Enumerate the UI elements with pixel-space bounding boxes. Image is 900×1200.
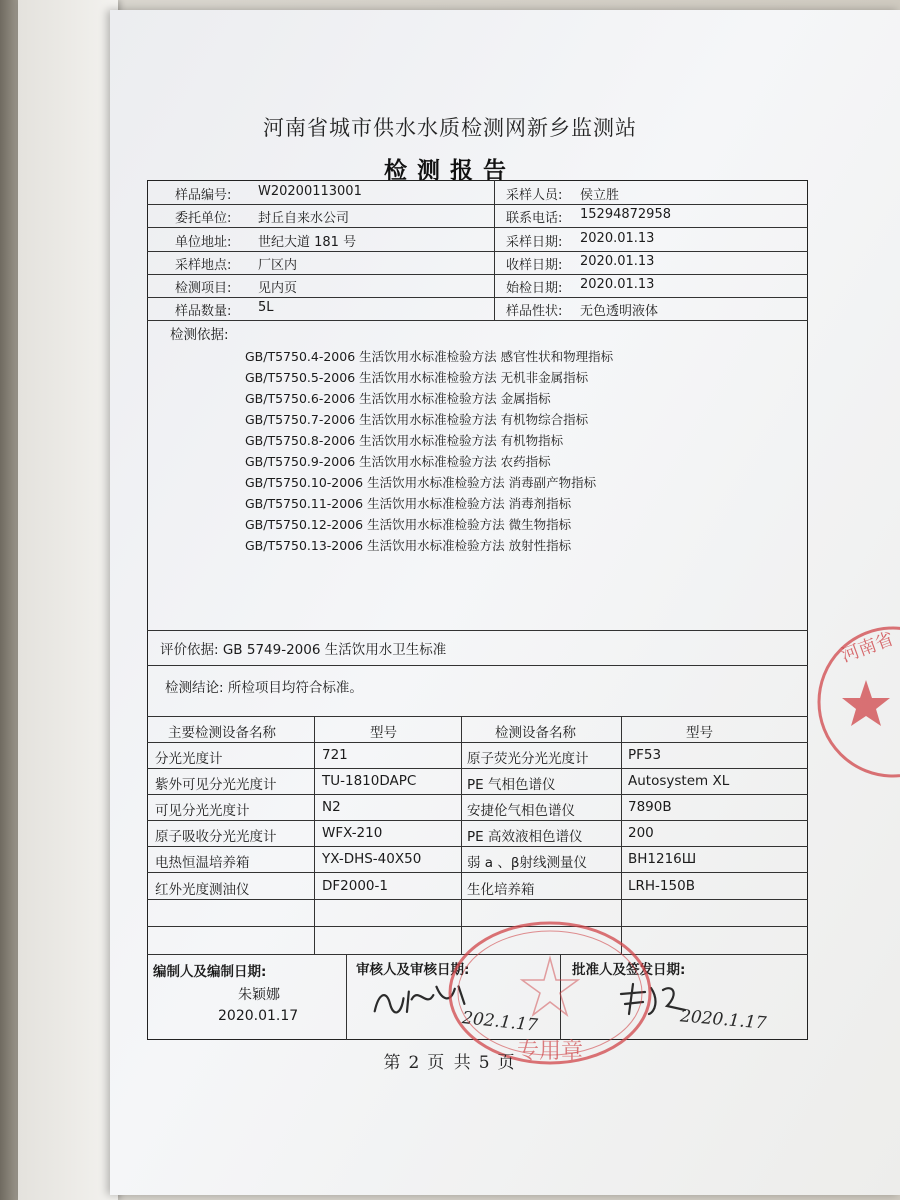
row-divider — [147, 665, 808, 666]
approver-date: 2020.1.17 — [679, 1006, 768, 1034]
row-divider — [147, 872, 808, 873]
equipment-model: TU-1810DAPC — [322, 773, 417, 789]
row-divider — [147, 794, 808, 795]
sample-quantity-value: 5L — [258, 300, 274, 315]
test-items-label: 检测项目: — [175, 281, 232, 296]
sample-appearance-label: 样品性状: — [506, 304, 563, 319]
row-divider — [147, 227, 808, 228]
equipment-model: YX-DHS-40X50 — [322, 851, 422, 867]
test-items-value: 见内页 — [258, 281, 298, 296]
equipment-model: 200 — [628, 825, 654, 841]
report-title: 检测报告 — [384, 158, 516, 184]
equipment-model: LRH-150B — [628, 878, 695, 894]
equipment-model: 7890B — [628, 799, 672, 815]
equipment-model: WFX-210 — [322, 825, 383, 841]
basis-line: GB/T5750.8-2006 生活饮用水标准检验方法 有机物指标 — [245, 433, 564, 448]
basis-line: GB/T5750.9-2006 生活饮用水标准检验方法 农药指标 — [245, 454, 551, 469]
client-value: 封丘自来水公司 — [258, 211, 350, 226]
basis-line: GB/T5750.13-2006 生活饮用水标准检验方法 放射性指标 — [245, 538, 572, 553]
model-header: 型号 — [686, 725, 713, 741]
page-suffix: 页 — [497, 1053, 517, 1073]
row-divider — [147, 899, 808, 900]
basis-line: GB/T5750.7-2006 生活饮用水标准检验方法 有机物综合指标 — [245, 412, 589, 427]
equipment-name: 电热恒温培养箱 — [155, 855, 250, 871]
sampler-value: 侯立胜 — [580, 188, 620, 203]
sampling-site-value: 厂区内 — [258, 258, 298, 273]
test-basis-label: 检测依据: — [170, 327, 229, 343]
organization-title: 河南省城市供水水质检测网新乡监测站 — [263, 116, 637, 140]
sampling-date-label: 采样日期: — [506, 235, 563, 250]
row-divider — [147, 820, 808, 821]
basis-line: GB/T5750.4-2006 生活饮用水标准检验方法 感官性状和物理指标 — [245, 349, 614, 364]
equipment-name: 原子吸收分光光度计 — [155, 829, 277, 845]
row-divider — [147, 297, 808, 298]
basis-line: GB/T5750.10-2006 生活饮用水标准检验方法 消毒副产物指标 — [245, 475, 597, 490]
page-prefix: 第 — [383, 1053, 403, 1073]
basis-line: GB/T5750.12-2006 生活饮用水标准检验方法 微生物指标 — [245, 517, 572, 532]
sample-id-value: W20200113001 — [258, 184, 362, 199]
row-divider — [147, 204, 808, 205]
model-header: 型号 — [370, 725, 397, 741]
phone-label: 联系电话: — [506, 211, 563, 226]
equipment-model: DF2000-1 — [322, 878, 388, 894]
equipment-model: 721 — [322, 747, 348, 763]
test-start-date-label: 始检日期: — [506, 281, 563, 296]
equipment-name: 紫外可见分光光度计 — [155, 777, 277, 793]
row-divider — [147, 716, 808, 717]
equipment-model: BH1216Ш — [628, 851, 697, 867]
equipment-name: 原子荧光分光光度计 — [467, 751, 589, 767]
equipment-name: 弱 a 、β射线测量仪 — [467, 855, 587, 871]
basis-line: GB/T5750.11-2006 生活饮用水标准检验方法 消毒剂指标 — [245, 496, 572, 511]
sampling-site-label: 采样地点: — [175, 258, 232, 273]
address-value: 世纪大道 181 号 — [258, 235, 357, 250]
column-divider — [346, 954, 347, 1040]
row-divider — [147, 768, 808, 769]
row-divider — [147, 251, 808, 252]
client-label: 委托单位: — [175, 211, 232, 226]
basis-line: GB/T5750.6-2006 生活饮用水标准检验方法 金属指标 — [245, 391, 551, 406]
partial-seal-stamp — [808, 622, 900, 796]
phone-value: 15294872958 — [580, 207, 671, 222]
equipment-header: 主要检测设备名称 — [168, 725, 276, 741]
compiler-date: 2020.01.17 — [218, 1008, 299, 1024]
reviewer-label: 审核人及审核日期: — [356, 962, 470, 978]
page-mid: 页 共 — [427, 1053, 473, 1073]
equipment-header: 检测设备名称 — [495, 725, 576, 741]
sample-id-label: 样品编号: — [175, 188, 232, 203]
sample-appearance-value: 无色透明液体 — [580, 304, 659, 319]
row-divider — [147, 274, 808, 275]
approver-label: 批准人及签发日期: — [572, 962, 686, 978]
stamp-bottom-text: 专用章 — [516, 1039, 584, 1064]
equipment-name: PE 气相色谱仪 — [467, 777, 556, 793]
column-divider — [314, 716, 315, 954]
equipment-name: 红外光度测油仪 — [155, 882, 250, 898]
equipment-model: PF53 — [628, 747, 662, 763]
stamp-top-text: 河南省 — [838, 628, 897, 667]
test-start-date-value: 2020.01.13 — [580, 277, 655, 292]
compiler-name: 朱颖娜 — [238, 987, 280, 1003]
evaluation-basis: 评价依据: GB 5749-2006 生活饮用水卫生标准 — [160, 642, 447, 658]
test-conclusion: 检测结论: 所检项目均符合标准。 — [165, 680, 363, 696]
basis-line: GB/T5750.5-2006 生活饮用水标准检验方法 无机非金属指标 — [245, 370, 589, 385]
receipt-date-value: 2020.01.13 — [580, 254, 655, 269]
report-table-frame — [147, 180, 808, 1040]
equipment-name: 生化培养箱 — [467, 882, 535, 898]
reviewer-date: 202.1.17 — [461, 1008, 539, 1036]
page-total: 5 — [478, 1053, 492, 1073]
page-number: 2 — [408, 1053, 422, 1073]
row-divider — [147, 630, 808, 631]
column-divider — [494, 180, 495, 320]
page-footer — [0, 1048, 900, 1073]
receipt-date-label: 收样日期: — [506, 258, 563, 273]
row-divider — [147, 846, 808, 847]
compiler-label: 编制人及编制日期: — [153, 964, 267, 980]
equipment-model: N2 — [322, 799, 341, 815]
row-divider — [147, 742, 808, 743]
equipment-name: PE 高效液相色谱仪 — [467, 829, 583, 845]
equipment-name: 分光光度计 — [155, 751, 223, 767]
equipment-name: 可见分光光度计 — [155, 803, 250, 819]
row-divider — [147, 320, 808, 321]
equipment-model: Autosystem XL — [628, 773, 730, 789]
sampling-date-value: 2020.01.13 — [580, 231, 655, 246]
sample-quantity-label: 样品数量: — [175, 304, 232, 319]
sampler-label: 采样人员: — [506, 188, 563, 203]
equipment-name: 安捷伦气相色谱仪 — [467, 803, 575, 819]
address-label: 单位地址: — [175, 235, 232, 250]
